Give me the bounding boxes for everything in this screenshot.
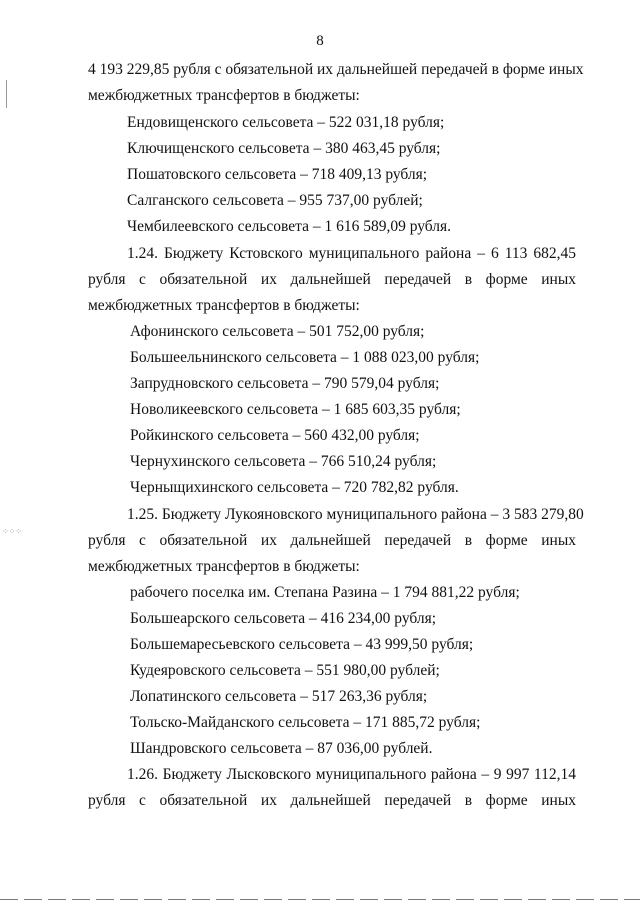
list-item: Большеарского сельсовета – 416 234,00 рубля; [130, 610, 437, 627]
list-item: Пошатовского сельсовета – 718 409,13 рубля; [127, 166, 428, 183]
paragraph-line: межбюджетных трансфертов в бюджеты: [88, 558, 360, 575]
list-item: Шандровского сельсовета – 87 036,00 рублей. [130, 740, 433, 757]
list-item: Лопатинского сельсовета – 517 263,36 рубля; [130, 688, 428, 705]
list-item: Черныщихинского сельсовета – 720 782,82 рубля. [130, 479, 459, 496]
bottom-edge-rule [0, 899, 640, 900]
paragraph-line: рубля с обязательной их дальнейшей передачей в форме иных [88, 532, 576, 549]
section-heading-line: 1.26. Бюджету Лысковского муниципального района – 9 997 112,14 [127, 766, 576, 783]
paragraph-line: рубля с обязательной их дальнейшей передачей в форме иных [88, 792, 576, 809]
list-item: Кудеяровского сельсовета – 551 980,00 рублей; [130, 662, 440, 679]
list-item: Большемаресьевского сельсовета – 43 999,50 рубля; [130, 636, 474, 653]
paragraph-line: межбюджетных трансфертов в бюджеты: [88, 87, 360, 104]
list-item: Салганского сельсовета – 955 737,00 рублей; [127, 192, 423, 209]
list-item: Тольско-Майданского сельсовета – 171 885,72 рубля; [130, 714, 481, 731]
list-item: Новоликеевского сельсовета – 1 685 603,35 рубля; [130, 401, 461, 418]
list-item: Афонинского сельсовета – 501 752,00 рубля; [130, 323, 425, 340]
page-number: 8 [316, 33, 324, 49]
scan-smudge: ⁘⁘⁘ [2, 527, 23, 536]
paragraph-line: межбюджетных трансфертов в бюджеты: [88, 297, 360, 314]
list-item: Ройкинского сельсовета – 560 432,00 рубля; [130, 427, 420, 444]
list-item: Большеельнинского сельсовета – 1 088 023,00 рубля; [130, 349, 480, 366]
section-heading-line: 1.24. Бюджету Кстовского муниципального района – 6 113 682,45 [127, 245, 576, 262]
list-item: Чембилеевского сельсовета – 1 616 589,09 рубля. [127, 218, 452, 235]
list-item: Запрудновского сельсовета – 790 579,04 рубля; [130, 375, 440, 392]
paragraph-line: рубля с обязательной их дальнейшей передачей в форме иных [88, 271, 576, 288]
list-item: Ключищенского сельсовета – 380 463,45 рубля; [127, 140, 441, 157]
paragraph-line: 4 193 229,85 рубля с обязательной их дальнейшей передачей в форме иных [88, 61, 584, 78]
list-item: рабочего поселка им. Степана Разина – 1 794 881,22 рубля; [130, 584, 520, 601]
list-item: Ендовищенского сельсовета – 522 031,18 рубля; [127, 114, 445, 131]
scan-edge-mark [6, 80, 7, 108]
list-item: Чернухинского сельсовета – 766 510,24 рубля; [130, 453, 437, 470]
section-heading-line: 1.25. Бюджету Лукояновского муниципального района – 3 583 279,80 [127, 506, 584, 523]
